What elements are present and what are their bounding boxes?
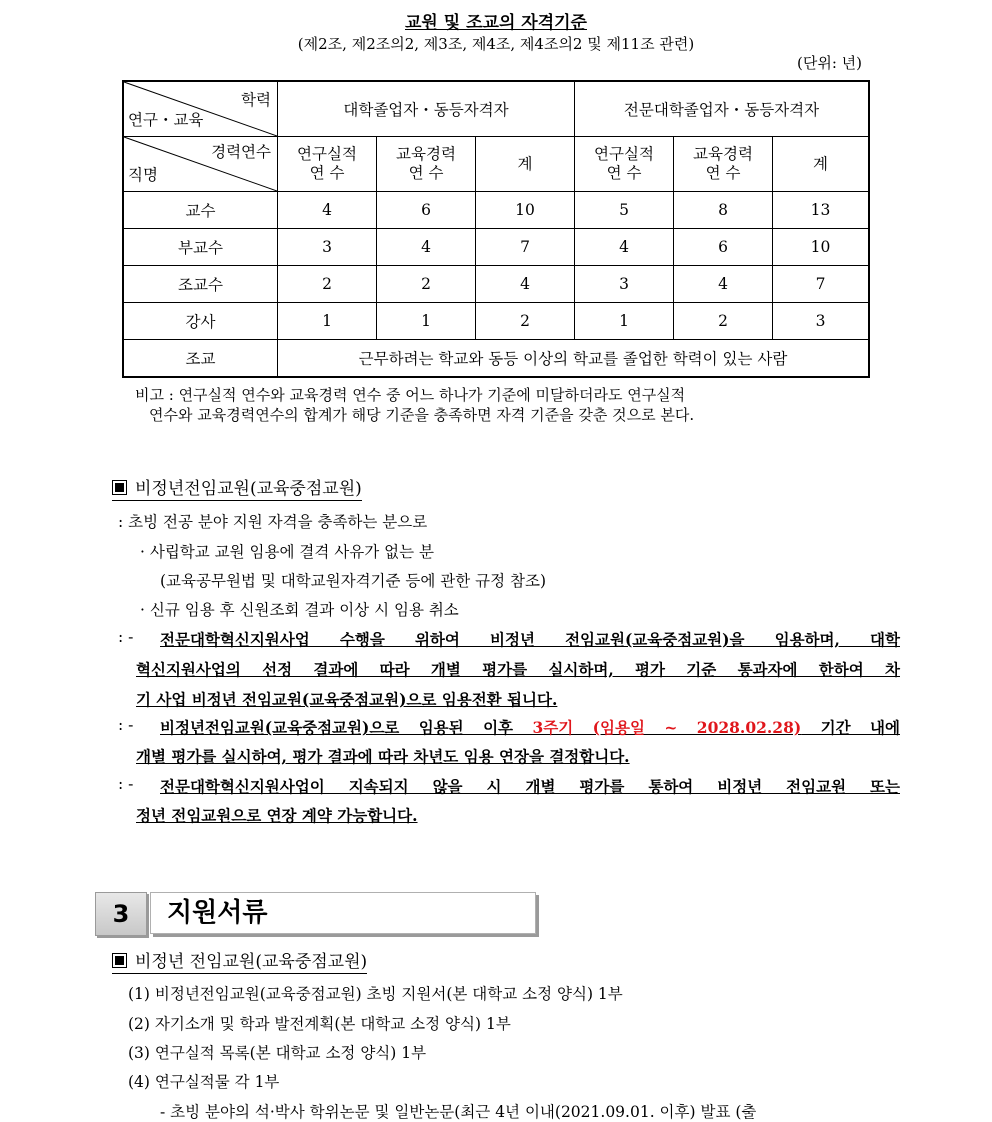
- colon-marker: : -: [118, 716, 134, 734]
- group-header-university: 대학졸업자・동등자격자: [278, 81, 575, 137]
- table-cell-merged: 근무하려는 학교와 동등 이상의 학교를 졸업한 학력이 있는 사람: [278, 340, 870, 378]
- bold-text-line: 전문대학혁신지원사업이 지속되지 않을 시 개별 평가를 통하여 비정년 전임교원 또는: [160, 777, 900, 796]
- table-cell: 3: [773, 303, 870, 340]
- section-heading-documents: 비정년 전임교원(교육중점교원): [112, 947, 367, 972]
- header-diagonal-cell-1: [123, 81, 278, 137]
- table-cell: 10: [476, 192, 575, 229]
- table-row: [123, 192, 869, 229]
- table-cell: 6: [377, 192, 476, 229]
- table-row: [123, 266, 869, 303]
- table-cell: 4: [377, 229, 476, 266]
- col-research-years-1: 연구실적 연 수: [278, 137, 377, 192]
- list-item: (4) 연구실적물 각 1부: [128, 1073, 280, 1091]
- qualification-table: [122, 80, 870, 378]
- header-diagonal-cell-2: [123, 137, 278, 192]
- table-cell: 3: [575, 266, 674, 303]
- table-row: [123, 340, 869, 378]
- table-cell: 3: [278, 229, 377, 266]
- diag-label-years: 경력연수: [211, 143, 271, 161]
- table-cell: 2: [278, 266, 377, 303]
- table-cell: 4: [278, 192, 377, 229]
- col-edu-years-1: 교육경력 연 수: [377, 137, 476, 192]
- document-subtitle: (제2조, 제2조의2, 제3조, 제4조, 제4조의2 및 제11조 관련): [297, 35, 695, 53]
- table-cell: 1: [575, 303, 674, 340]
- note-line: 비고 : 연구실적 연수와 교육경력 연수 중 어느 하나가 기준에 미달하더라도 연구실적: [135, 386, 686, 404]
- bold-text-line: 개별 평가를 실시하여, 평가 결과에 따라 차년도 임용 연장을 결정합니다.: [136, 747, 630, 766]
- table-cell: 7: [476, 229, 575, 266]
- bold-text-line: 혁신지원사업의 선정 결과에 따라 개별 평가를 실시하며, 평가 기준 통과자에 한하여 차: [136, 660, 900, 679]
- row-label: 부교수: [123, 229, 278, 266]
- table-cell: 10: [773, 229, 870, 266]
- table-cell: 2: [476, 303, 575, 340]
- highlight-period: 3주기 (임용일 ~ 2028.02.28): [532, 718, 802, 737]
- table-cell: 4: [476, 266, 575, 303]
- table-note: [135, 385, 694, 425]
- list-item: (2) 자기소개 및 학과 발전계획(본 대학교 소정 양식) 1부: [128, 1015, 511, 1033]
- diag-label-position: 직명: [128, 166, 158, 184]
- row-label: 강사: [123, 303, 278, 340]
- bold-text-line: 기 사업 비정년 전임교원(교육중점교원)으로 임용전환 됩니다.: [136, 690, 558, 709]
- list-item: (3) 연구실적 목록(본 대학교 소정 양식) 1부: [128, 1044, 427, 1062]
- table-cell: 8: [674, 192, 773, 229]
- table-cell: 5: [575, 192, 674, 229]
- colon-marker: : -: [118, 628, 134, 646]
- note-line: 연수와 교육경력연수의 합계가 해당 기준을 충족하면 자격 기준을 갖춘 것으로 본다.: [149, 406, 695, 424]
- text-line: : 초빙 전공 분야 지원 자격을 충족하는 분으로: [118, 513, 428, 531]
- row-label: 조교: [123, 340, 278, 378]
- text-line: · 신규 임용 후 신원조회 결과 이상 시 임용 취소: [140, 601, 459, 619]
- diag-label-education: 학력: [241, 91, 271, 109]
- col-edu-years-2: 교육경력 연 수: [674, 137, 773, 192]
- table-cell: 13: [773, 192, 870, 229]
- section-title-box: 지원서류: [150, 892, 536, 934]
- text-line: · 사립학교 교원 임용에 결격 사유가 없는 분: [140, 543, 434, 561]
- col-research-years-2: 연구실적 연 수: [575, 137, 674, 192]
- table-cell: 1: [377, 303, 476, 340]
- bold-text-line: 비정년전임교원(교육중점교원)으로 임용된 이후 3주기 (임용일 ~ 2028.02.28) 기간 내에: [160, 718, 900, 737]
- row-label: 조교수: [123, 266, 278, 303]
- table-row: [123, 229, 869, 266]
- table-cell: 4: [575, 229, 674, 266]
- document-title: 교원 및 조교의 자격기준: [405, 13, 587, 33]
- section-heading-nontenure: 비정년전임교원(교육중점교원): [112, 474, 362, 499]
- diag-label-research: 연구・교육: [128, 111, 204, 129]
- table-cell: 4: [674, 266, 773, 303]
- colon-marker: : -: [118, 775, 134, 793]
- table-cell: 2: [377, 266, 476, 303]
- table-cell: 1: [278, 303, 377, 340]
- list-item: (1) 비정년전임교원(교육중점교원) 초빙 지원서(본 대학교 소정 양식) 1부: [128, 985, 623, 1003]
- table-cell: 2: [674, 303, 773, 340]
- square-bullet-icon: [112, 953, 127, 968]
- table-cell: 7: [773, 266, 870, 303]
- unit-label: (단위: 년): [797, 54, 862, 72]
- table-cell: 6: [674, 229, 773, 266]
- bold-text-line: 전문대학혁신지원사업 수행을 위하여 비정년 전임교원(교육중점교원)을 임용하며, 대학: [160, 630, 900, 649]
- square-bullet-icon: [112, 480, 127, 495]
- col-total-2: 계: [773, 137, 870, 192]
- row-label: 교수: [123, 192, 278, 229]
- col-total-1: 계: [476, 137, 575, 192]
- section-number-badge: 3: [95, 892, 147, 936]
- group-header-college: 전문대학졸업자・동등자격자: [575, 81, 870, 137]
- bold-text-line: 정년 전임교원으로 연장 계약 가능합니다.: [136, 806, 418, 825]
- list-subitem: - 초빙 분야의 석·박사 학위논문 및 일반논문(최근 4년 이내(2021.09.01. 이후) 발표 (출: [160, 1103, 757, 1121]
- text-line: (교육공무원법 및 대학교원자격기준 등에 관한 규정 참조): [160, 572, 547, 590]
- table-row: [123, 303, 869, 340]
